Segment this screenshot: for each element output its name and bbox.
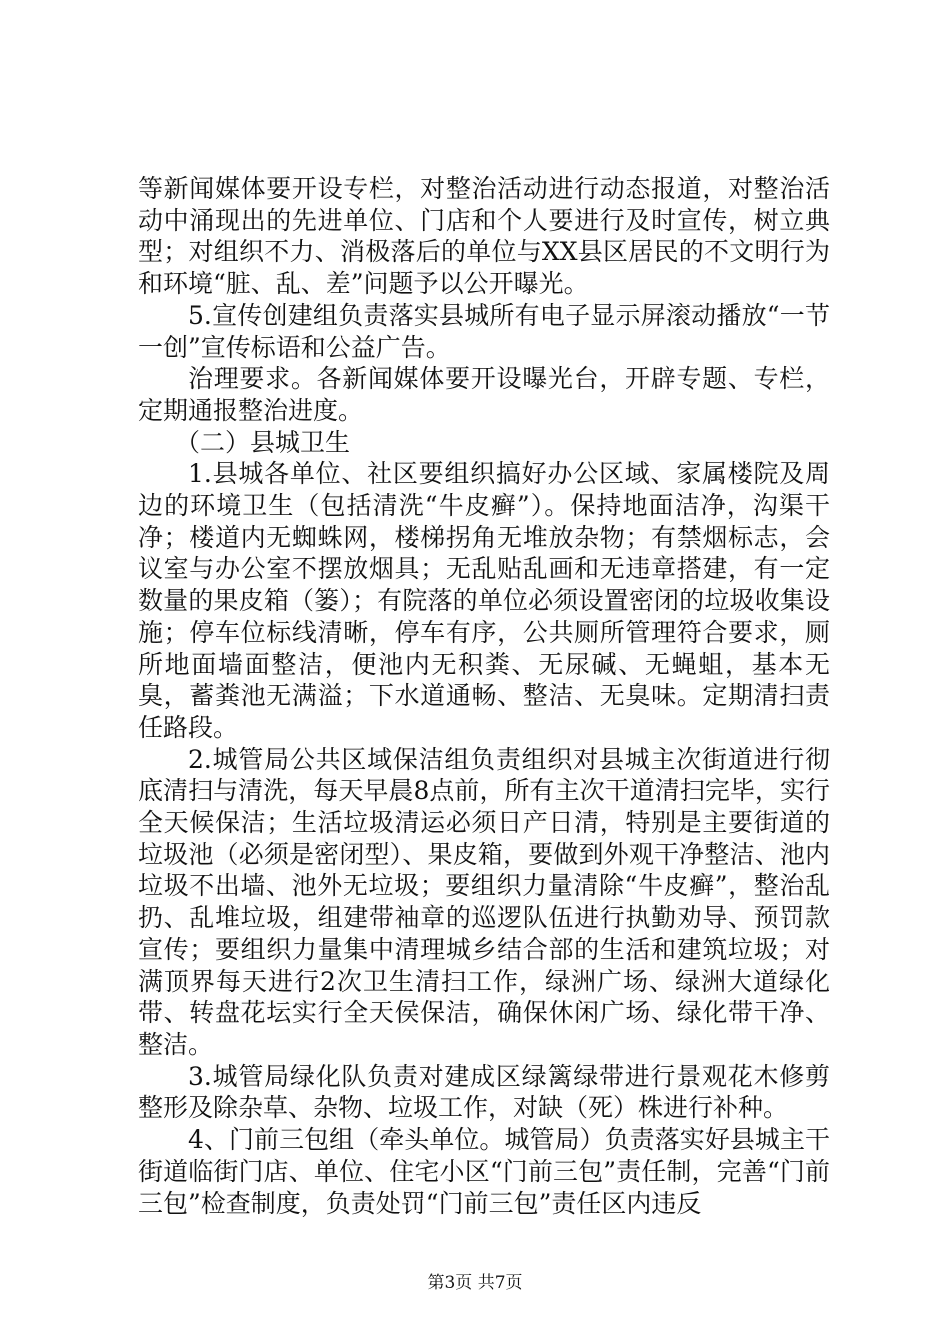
document-body [138,173,830,1219]
page-number-footer: 第3页 共7页 [427,1273,523,1293]
paragraph: 1.县城各单位、社区要组织搞好办公区域、家属楼院及周边的环境卫生（包括清洗“牛皮癣”）。保持地面洁净，沟渠干净；楼道内无蜘蛛网，楼梯拐角无堆放杂物；有禁烟标志，会议室与办公室不摆放烟具；无乱贴乱画和无违章搭建，有一定数量的果皮箱（篓）；有院落的单位必须设置密闭的垃圾收集设施；停车位标线清晰，停车有序，公共厕所管理符合要求，厕所地面墙面整洁，便池内无积粪、无尿碱、无蝇蛆，基本无臭，蓄粪池无满溢；下水道通畅、整洁、无臭味。定期清扫责任路段。 [138,459,830,742]
paragraph: 等新闻媒体要开设专栏，对整治活动进行动态报道，对整治活动中涌现出的先进单位、门店和个人要进行及时宣传，树立典型；对组织不力、消极落后的单位与XX县区居民的不文明行为和环境“脏、乱、差”问题予以公开曝光。 [138,174,830,299]
paragraph: 治理要求。各新闻媒体要开设曝光台，开辟专题、专栏，定期通报整治进度。 [138,364,830,425]
paragraph: 5.宣传创建组负责落实县城所有电子显示屏滚动播放“一节一创”宣传标语和公益广告。 [138,300,830,362]
paragraph: 3.城管局绿化队负责对建成区绿篱绿带进行景观花木修剪整形及除杂草、杂物、垃圾工作，对缺（死）株进行补种。 [138,1061,830,1123]
paragraph: 2.城管局公共区域保洁组负责组织对县城主次街道进行彻底清扫与清洗，每天早晨8点前，所有主次干道清扫完毕，实行全天候保洁；生活垃圾清运必须日产日清，特别是主要街道的垃圾池（必须是密闭型）、果皮箱，要做到外观干净整洁、池内垃圾不出墙、池外无垃圾；要组织力量清除“牛皮癣”，整治乱扔、乱堆垃圾，组建带袖章的巡逻队伍进行执勤劝导、预罚款宣传；要组织力量集中清理城乡结合部的生活和建筑垃圾；对满顶界每天进行2次卫生清扫工作，绿洲广场、绿洲大道绿化带、转盘花坛实行全天侯保洁，确保休闲广场、绿化带干净、整洁。 [138,744,830,1059]
paragraph: 4、门前三包组（牵头单位。城管局）负责落实好县城主干街道临街门店、单位、住宅小区“门前三包”责任制，完善“门前三包”检查制度，负责处罚“门前三包”责任区内违反 [138,1125,830,1218]
section-heading: （二）县城卫生 [175,427,351,457]
